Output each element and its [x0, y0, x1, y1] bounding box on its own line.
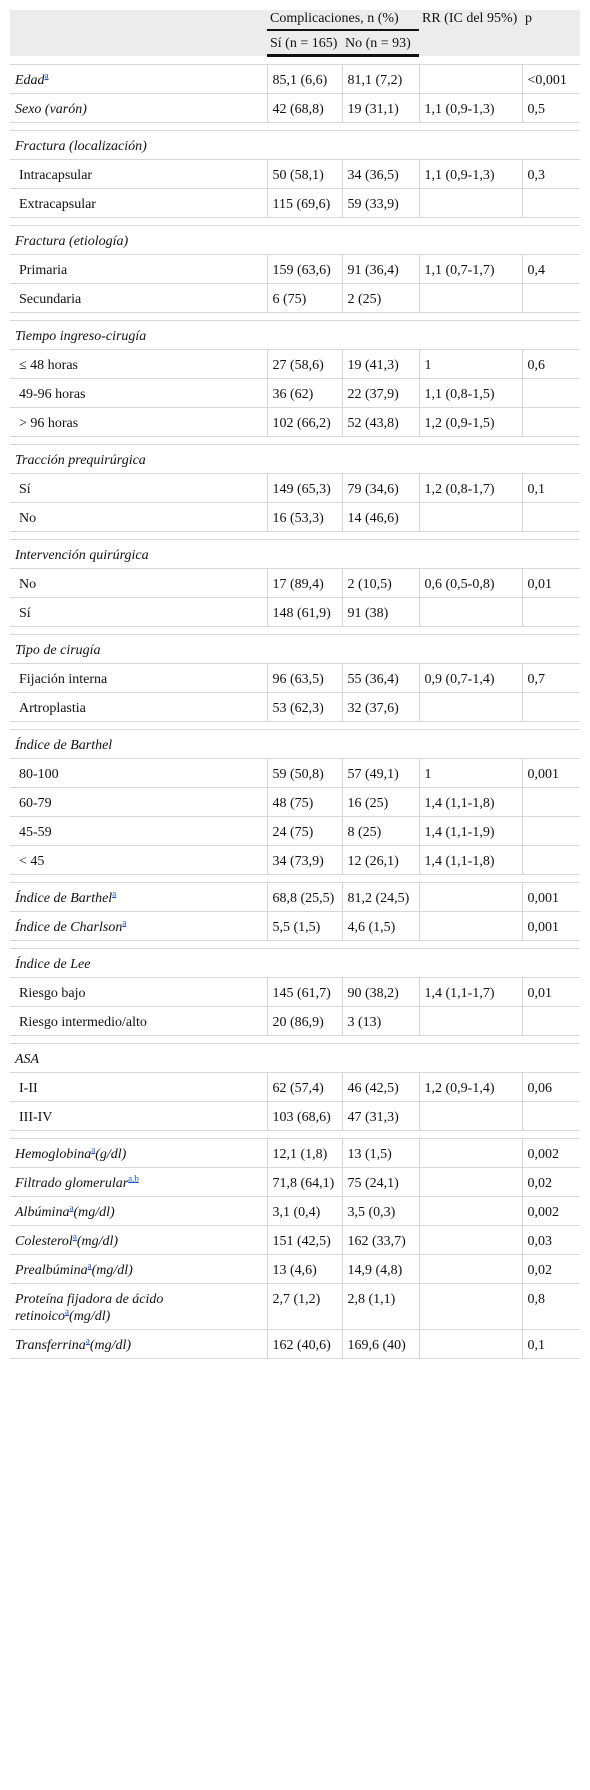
footnote-link[interactable]: a [85, 1335, 90, 1346]
cell-p: 0,1 [522, 474, 580, 503]
cell-p [522, 1007, 580, 1036]
table-row [10, 1197, 580, 1226]
row-label: 49-96 horas [10, 379, 267, 408]
cell-p: 0,001 [522, 883, 580, 912]
category-row [10, 445, 580, 474]
category-label: Intervención quirúrgica [10, 540, 580, 569]
cell-rr: 1,1 (0,9-1,3) [419, 94, 522, 123]
header-no: No (n = 93) [342, 30, 419, 56]
cell-rr [419, 284, 522, 313]
cell-rr: 0,9 (0,7-1,4) [419, 664, 522, 693]
header-p: p [522, 10, 580, 56]
cell-p: 0,4 [522, 255, 580, 284]
cell-p: 0,01 [522, 569, 580, 598]
cell-p [522, 817, 580, 846]
table-row [10, 912, 580, 941]
cell-rr [419, 1139, 522, 1168]
cell-rr [419, 912, 522, 941]
table-row [10, 883, 580, 912]
cell-p: 0,8 [522, 1284, 580, 1330]
spacer-row [10, 123, 580, 131]
cell-p: 0,02 [522, 1255, 580, 1284]
category-row [10, 321, 580, 350]
row-label: Colesterol$^a$(mg/dl) [10, 1226, 267, 1255]
row-label: Albúmina$^a$(mg/dl) [10, 1197, 267, 1226]
footnote-link[interactable]: a [112, 888, 117, 899]
spacer-row [10, 532, 580, 540]
cell-rr [419, 693, 522, 722]
cell-rr [419, 1284, 522, 1330]
cell-no: 81,2 (24,5) [342, 883, 419, 912]
cell-p: 0,06 [522, 1073, 580, 1102]
category-label: Fractura (etiología) [10, 226, 580, 255]
cell-no: 91 (36,4) [342, 255, 419, 284]
table-row [10, 255, 580, 284]
cell-no: 169,6 (40) [342, 1330, 419, 1359]
row-label: Intracapsular [10, 160, 267, 189]
cell-no: 19 (31,1) [342, 94, 419, 123]
cell-si: 68,8 (25,5) [267, 883, 342, 912]
spacer-row [10, 56, 580, 65]
complications-table [10, 10, 580, 1359]
cell-p: 0,1 [522, 1330, 580, 1359]
cell-si: 151 (42,5) [267, 1226, 342, 1255]
table-row [10, 1284, 580, 1330]
cell-p: 0,002 [522, 1197, 580, 1226]
row-label: Hemoglobina$^a$(g/dl) [10, 1139, 267, 1168]
row-label: 45-59 [10, 817, 267, 846]
cell-p [522, 408, 580, 437]
row-label: Riesgo intermedio/alto [10, 1007, 267, 1036]
cell-p: 0,001 [522, 759, 580, 788]
table-row [10, 1330, 580, 1359]
cell-si: 36 (62) [267, 379, 342, 408]
row-label: Proteína fijadora de ácido retinoico$^a$(mg/dl) [10, 1284, 267, 1330]
cell-no: 32 (37,6) [342, 693, 419, 722]
header-blank [10, 10, 267, 56]
cell-rr: 1,4 (1,1-1,8) [419, 846, 522, 875]
cell-p [522, 1102, 580, 1131]
table-container [10, 10, 580, 1359]
table-row [10, 160, 580, 189]
cell-p: 0,7 [522, 664, 580, 693]
cell-no: 14,9 (4,8) [342, 1255, 419, 1284]
row-label: Índice de Charlson$^a$ [10, 912, 267, 941]
cell-no: 2 (25) [342, 284, 419, 313]
cell-si: 59 (50,8) [267, 759, 342, 788]
footnote-link[interactable]: a [69, 1202, 74, 1213]
cell-si: 159 (63,6) [267, 255, 342, 284]
header-complicaciones: Complicaciones, n (%) [267, 10, 419, 30]
table-row [10, 788, 580, 817]
cell-no: 19 (41,3) [342, 350, 419, 379]
cell-no: 162 (33,7) [342, 1226, 419, 1255]
cell-si: 85,1 (6,6) [267, 65, 342, 94]
row-label: > 96 horas [10, 408, 267, 437]
footnote-link[interactable]: a [65, 1306, 70, 1317]
cell-rr: 1,1 (0,7-1,7) [419, 255, 522, 284]
cell-si: 24 (75) [267, 817, 342, 846]
table-row [10, 1102, 580, 1131]
cell-p [522, 284, 580, 313]
cell-rr [419, 1197, 522, 1226]
cell-no: 47 (31,3) [342, 1102, 419, 1131]
cell-no: 22 (37,9) [342, 379, 419, 408]
cell-rr [419, 1330, 522, 1359]
cell-rr [419, 1102, 522, 1131]
table-row [10, 94, 580, 123]
cell-p [522, 788, 580, 817]
row-label: Filtrado glomerular$^{a,b}$ [10, 1168, 267, 1197]
cell-rr [419, 1007, 522, 1036]
footnote-link[interactable]: a [72, 1231, 77, 1242]
cell-rr [419, 65, 522, 94]
category-label: Tipo de cirugía [10, 635, 580, 664]
row-label: Artroplastia [10, 693, 267, 722]
spacer-row [10, 627, 580, 635]
table-row [10, 569, 580, 598]
cell-si: 20 (86,9) [267, 1007, 342, 1036]
table-row [10, 379, 580, 408]
cell-p: 0,3 [522, 160, 580, 189]
cell-si: 12,1 (1,8) [267, 1139, 342, 1168]
cell-p: 0,01 [522, 978, 580, 1007]
row-label: No [10, 503, 267, 532]
cell-rr: 1,1 (0,8-1,5) [419, 379, 522, 408]
table-row [10, 1226, 580, 1255]
cell-rr [419, 189, 522, 218]
cell-p [522, 379, 580, 408]
table-row [10, 503, 580, 532]
row-label: I-II [10, 1073, 267, 1102]
cell-no: 12 (26,1) [342, 846, 419, 875]
cell-no: 2,8 (1,1) [342, 1284, 419, 1330]
spacer-row [10, 437, 580, 445]
cell-rr: 1,2 (0,8-1,7) [419, 474, 522, 503]
cell-p: 0,03 [522, 1226, 580, 1255]
cell-si: 42 (68,8) [267, 94, 342, 123]
row-label: ≤ 48 horas [10, 350, 267, 379]
row-label: 60-79 [10, 788, 267, 817]
cell-no: 81,1 (7,2) [342, 65, 419, 94]
cell-rr: 0,6 (0,5-0,8) [419, 569, 522, 598]
cell-si: 71,8 (64,1) [267, 1168, 342, 1197]
table-row [10, 1007, 580, 1036]
table-row [10, 693, 580, 722]
cell-rr: 1,4 (1,1-1,8) [419, 788, 522, 817]
cell-si: 145 (61,7) [267, 978, 342, 1007]
table-body [10, 56, 580, 1359]
table-row [10, 664, 580, 693]
cell-si: 102 (66,2) [267, 408, 342, 437]
cell-p [522, 693, 580, 722]
cell-p [522, 846, 580, 875]
cell-p: 0,5 [522, 94, 580, 123]
cell-si: 149 (65,3) [267, 474, 342, 503]
row-label: III-IV [10, 1102, 267, 1131]
cell-si: 3,1 (0,4) [267, 1197, 342, 1226]
cell-si: 115 (69,6) [267, 189, 342, 218]
table-row [10, 1073, 580, 1102]
cell-p [522, 189, 580, 218]
cell-no: 34 (36,5) [342, 160, 419, 189]
cell-no: 90 (38,2) [342, 978, 419, 1007]
cell-rr: 1 [419, 759, 522, 788]
table-row [10, 1255, 580, 1284]
category-row [10, 226, 580, 255]
cell-no: 75 (24,1) [342, 1168, 419, 1197]
cell-si: 96 (63,5) [267, 664, 342, 693]
row-label: Prealbúmina$^a$(mg/dl) [10, 1255, 267, 1284]
cell-no: 8 (25) [342, 817, 419, 846]
row-label: Sexo (varón) [10, 94, 267, 123]
spacer-row [10, 875, 580, 883]
cell-si: 13 (4,6) [267, 1255, 342, 1284]
table-row [10, 284, 580, 313]
cell-no: 2 (10,5) [342, 569, 419, 598]
cell-p: <0,001 [522, 65, 580, 94]
cell-si: 62 (57,4) [267, 1073, 342, 1102]
cell-si: 48 (75) [267, 788, 342, 817]
category-row [10, 949, 580, 978]
cell-no: 52 (43,8) [342, 408, 419, 437]
category-row [10, 131, 580, 160]
cell-rr [419, 1226, 522, 1255]
row-label: Primaria [10, 255, 267, 284]
cell-rr [419, 1255, 522, 1284]
table-row [10, 846, 580, 875]
cell-p: 0,002 [522, 1139, 580, 1168]
table-row [10, 408, 580, 437]
row-label: Riesgo bajo [10, 978, 267, 1007]
cell-no: 59 (33,9) [342, 189, 419, 218]
cell-rr: 1,4 (1,1-1,9) [419, 817, 522, 846]
cell-si: 16 (53,3) [267, 503, 342, 532]
cell-si: 2,7 (1,2) [267, 1284, 342, 1330]
category-label: Índice de Barthel [10, 730, 580, 759]
cell-no: 46 (42,5) [342, 1073, 419, 1102]
cell-rr: 1,4 (1,1-1,7) [419, 978, 522, 1007]
spacer-row [10, 941, 580, 949]
table-row [10, 350, 580, 379]
table-row [10, 474, 580, 503]
cell-si: 17 (89,4) [267, 569, 342, 598]
row-label: Sí [10, 474, 267, 503]
table-row [10, 759, 580, 788]
row-label: Índice de Barthel$^a$ [10, 883, 267, 912]
cell-si: 162 (40,6) [267, 1330, 342, 1359]
cell-p: 0,02 [522, 1168, 580, 1197]
category-label: ASA [10, 1044, 580, 1073]
spacer-row [10, 313, 580, 321]
row-label: Sí [10, 598, 267, 627]
row-label: Edad$^a$ [10, 65, 267, 94]
row-label: Extracapsular [10, 189, 267, 218]
cell-no: 4,6 (1,5) [342, 912, 419, 941]
table-row [10, 1139, 580, 1168]
cell-no: 57 (49,1) [342, 759, 419, 788]
spacer-row [10, 722, 580, 730]
category-label: Tiempo ingreso-cirugía [10, 321, 580, 350]
spacer-row [10, 1131, 580, 1139]
cell-si: 34 (73,9) [267, 846, 342, 875]
cell-si: 27 (58,6) [267, 350, 342, 379]
footnote-link[interactable]: a [91, 1144, 96, 1155]
table-header [10, 10, 580, 56]
category-row [10, 635, 580, 664]
cell-p [522, 598, 580, 627]
row-label: Transferrina$^a$(mg/dl) [10, 1330, 267, 1359]
cell-no: 55 (36,4) [342, 664, 419, 693]
cell-no: 3,5 (0,3) [342, 1197, 419, 1226]
footnote-link[interactable]: a [122, 917, 127, 928]
footnote-link[interactable]: a,b [128, 1173, 139, 1184]
category-label: Tracción prequirúrgica [10, 445, 580, 474]
table-row [10, 598, 580, 627]
footnote-link[interactable]: a [87, 1260, 92, 1271]
cell-si: 148 (61,9) [267, 598, 342, 627]
cell-p: 0,6 [522, 350, 580, 379]
row-label: Fijación interna [10, 664, 267, 693]
cell-no: 91 (38) [342, 598, 419, 627]
cell-p: 0,001 [522, 912, 580, 941]
cell-rr: 1,1 (0,9-1,3) [419, 160, 522, 189]
spacer-row [10, 1036, 580, 1044]
cell-no: 14 (46,6) [342, 503, 419, 532]
category-row [10, 540, 580, 569]
cell-rr: 1 [419, 350, 522, 379]
cell-si: 53 (62,3) [267, 693, 342, 722]
cell-rr: 1,2 (0,9-1,5) [419, 408, 522, 437]
cell-si: 5,5 (1,5) [267, 912, 342, 941]
spacer-row [10, 218, 580, 226]
header-rr: RR (IC del 95%) [419, 10, 522, 56]
cell-p [522, 503, 580, 532]
category-label: Índice de Lee [10, 949, 580, 978]
table-row [10, 65, 580, 94]
table-row [10, 189, 580, 218]
table-row [10, 1168, 580, 1197]
cell-rr: 1,2 (0,9-1,4) [419, 1073, 522, 1102]
category-label: Fractura (localización) [10, 131, 580, 160]
cell-si: 103 (68,6) [267, 1102, 342, 1131]
category-row [10, 1044, 580, 1073]
cell-rr [419, 883, 522, 912]
cell-si: 50 (58,1) [267, 160, 342, 189]
table-row [10, 817, 580, 846]
row-label: Secundaria [10, 284, 267, 313]
cell-no: 3 (13) [342, 1007, 419, 1036]
row-label: No [10, 569, 267, 598]
footnote-link[interactable]: a [44, 70, 49, 81]
cell-si: 6 (75) [267, 284, 342, 313]
header-si: Sí (n = 165) [267, 30, 342, 56]
cell-rr [419, 1168, 522, 1197]
row-label: 80-100 [10, 759, 267, 788]
cell-rr [419, 598, 522, 627]
table-row [10, 978, 580, 1007]
category-row [10, 730, 580, 759]
cell-rr [419, 503, 522, 532]
row-label: < 45 [10, 846, 267, 875]
cell-no: 79 (34,6) [342, 474, 419, 503]
cell-no: 16 (25) [342, 788, 419, 817]
cell-no: 13 (1,5) [342, 1139, 419, 1168]
